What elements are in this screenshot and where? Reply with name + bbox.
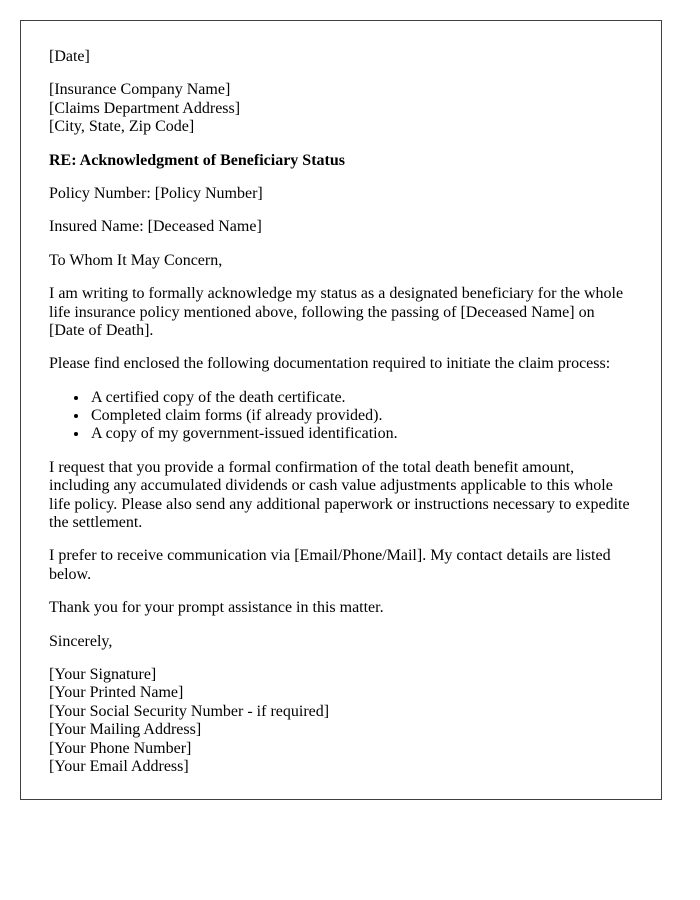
signature-line-printed-name: [Your Printed Name]	[49, 684, 184, 702]
contact-preference-paragraph: I prefer to receive communication via [Email/Phone/Mail]. My contact details are listed below.	[49, 547, 611, 583]
enclosure-item-identification: • A copy of my government-issued identification.	[89, 425, 633, 443]
intro-paragraph: I am writing to formally acknowledge my status as a designated beneficiary for the whole life insurance policy mentioned above, following the passing of [Deceased Name] on [Date of Death].	[49, 285, 624, 339]
enclosure-item-claim-forms: • Completed claim forms (if already provided).	[89, 407, 633, 425]
insured-name-line: Insured Name: [Deceased Name]	[49, 218, 262, 236]
letter-page	[20, 20, 662, 800]
recipient-line-department: [Claims Department Address]	[49, 99, 241, 117]
thanks-paragraph: Thank you for your prompt assistance in this matter.	[49, 599, 384, 617]
policy-number-line: Policy Number: [Policy Number]	[49, 184, 263, 202]
date-line: [Date]	[49, 48, 90, 65]
recipient-line-company: [Insurance Company Name]	[49, 81, 231, 99]
recipient-line-city: [City, State, Zip Code]	[49, 118, 195, 136]
enclosure-item-death-certificate: • A certified copy of the death certificate.	[89, 389, 633, 407]
signature-line-signature: [Your Signature]	[49, 665, 157, 683]
signature-line-mailing-address: [Your Mailing Address]	[49, 721, 202, 739]
signature-line-email: [Your Email Address]	[49, 757, 189, 775]
signature-line-phone: [Your Phone Number]	[49, 739, 192, 757]
closing-line: Sincerely,	[49, 632, 113, 650]
request-paragraph: I request that you provide a formal confirmation of the total death benefit amount, including any accumulated dividends or cash value adjustments applicable to this whole life policy. Please also send any additional paperwork or instructions necessary to expedite the settlement.	[49, 458, 630, 532]
enclosures-list	[49, 389, 633, 444]
subject-line: RE: Acknowledgment of Beneficiary Status	[49, 151, 345, 169]
recipient-address-block	[49, 81, 633, 136]
enclosures-intro-paragraph: Please find enclosed the following documentation required to initiate the claim process:	[49, 355, 611, 373]
signature-line-ssn: [Your Social Security Number - if required]	[49, 702, 330, 720]
signature-block	[49, 666, 633, 776]
salutation-line: To Whom It May Concern,	[49, 251, 223, 269]
